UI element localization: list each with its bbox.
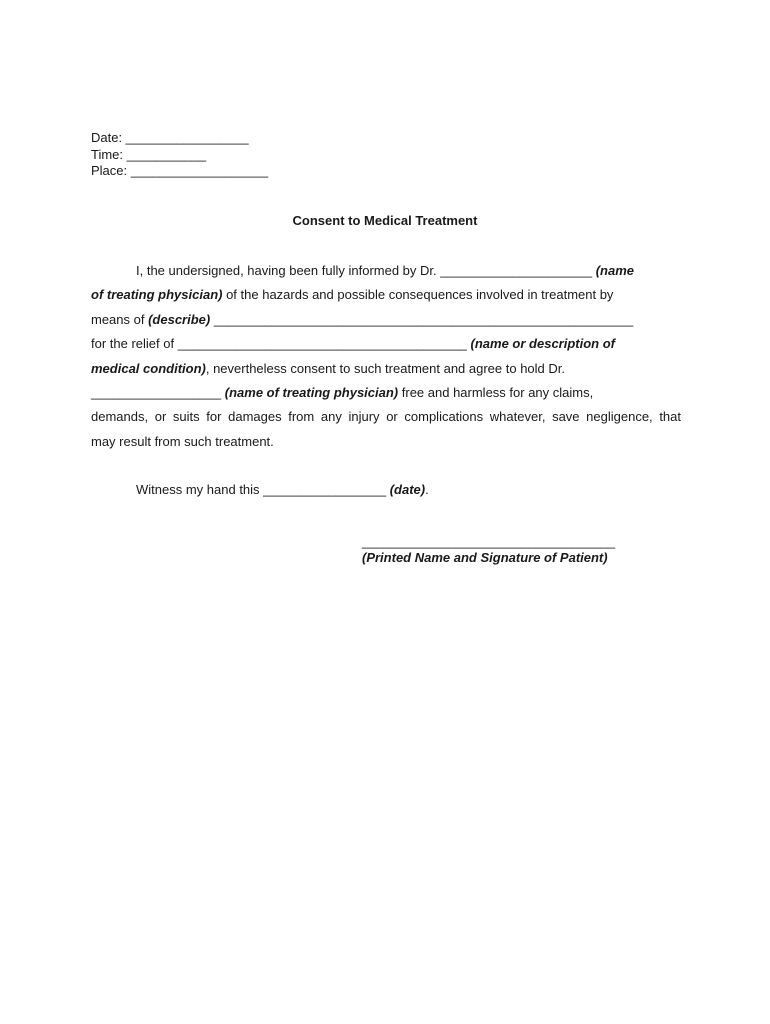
witness-date-label: (date): [389, 482, 426, 497]
paragraph-emphasis: (name of treating physician): [224, 385, 399, 401]
paragraph-emphasis: (name or description of: [470, 336, 615, 352]
paragraph-text: for the relief of ________________________________________: [91, 336, 471, 352]
paragraph-line-5: [91, 357, 681, 381]
consent-paragraph: [91, 259, 681, 454]
paragraph-emphasis: medical condition): [91, 360, 206, 376]
paragraph-emphasis: (describe): [148, 311, 211, 327]
signature-block: [362, 534, 615, 566]
paragraph-text: of the hazards and possible consequences involved in treatment by: [222, 287, 614, 303]
paragraph-line-3: [91, 308, 681, 332]
paragraph-line-8: may result from such treatment.: [91, 433, 274, 449]
paragraph-line-6: [91, 381, 681, 405]
paragraph-text: , nevertheless consent to such treatment and agree to hold Dr.: [205, 360, 566, 376]
paragraph-line-1: [91, 259, 681, 283]
witness-period: .: [425, 482, 429, 497]
witness-text: Witness my hand this _________________: [136, 482, 390, 497]
witness-line: [136, 482, 429, 497]
paragraph-text: means of: [91, 311, 149, 327]
signature-caption: (Printed Name and Signature of Patient): [362, 550, 608, 565]
header-fields: [91, 130, 268, 180]
place-field: Place: ___________________: [91, 163, 269, 178]
paragraph-line-7: demands, or suits for damages from any injury or complications whatever, save negligence, that: [91, 409, 681, 425]
time-field: Time: ___________: [91, 146, 207, 162]
signature-line: ___________________________________: [362, 534, 616, 549]
paragraph-emphasis: of treating physician): [91, 287, 223, 303]
paragraph-text: I, the undersigned, having been fully informed by Dr. _____________________: [136, 263, 596, 278]
paragraph-text: free and harmless for any claims,: [398, 385, 594, 401]
paragraph-emphasis: (name: [595, 263, 634, 278]
paragraph-line-4: [91, 332, 681, 356]
paragraph-text: __________________________________________________________: [210, 311, 634, 327]
date-field: Date: _________________: [91, 130, 249, 145]
paragraph-line-2: [91, 283, 681, 307]
paragraph-text: __________________: [91, 385, 225, 401]
document-title: Consent to Medical Treatment: [292, 213, 478, 228]
